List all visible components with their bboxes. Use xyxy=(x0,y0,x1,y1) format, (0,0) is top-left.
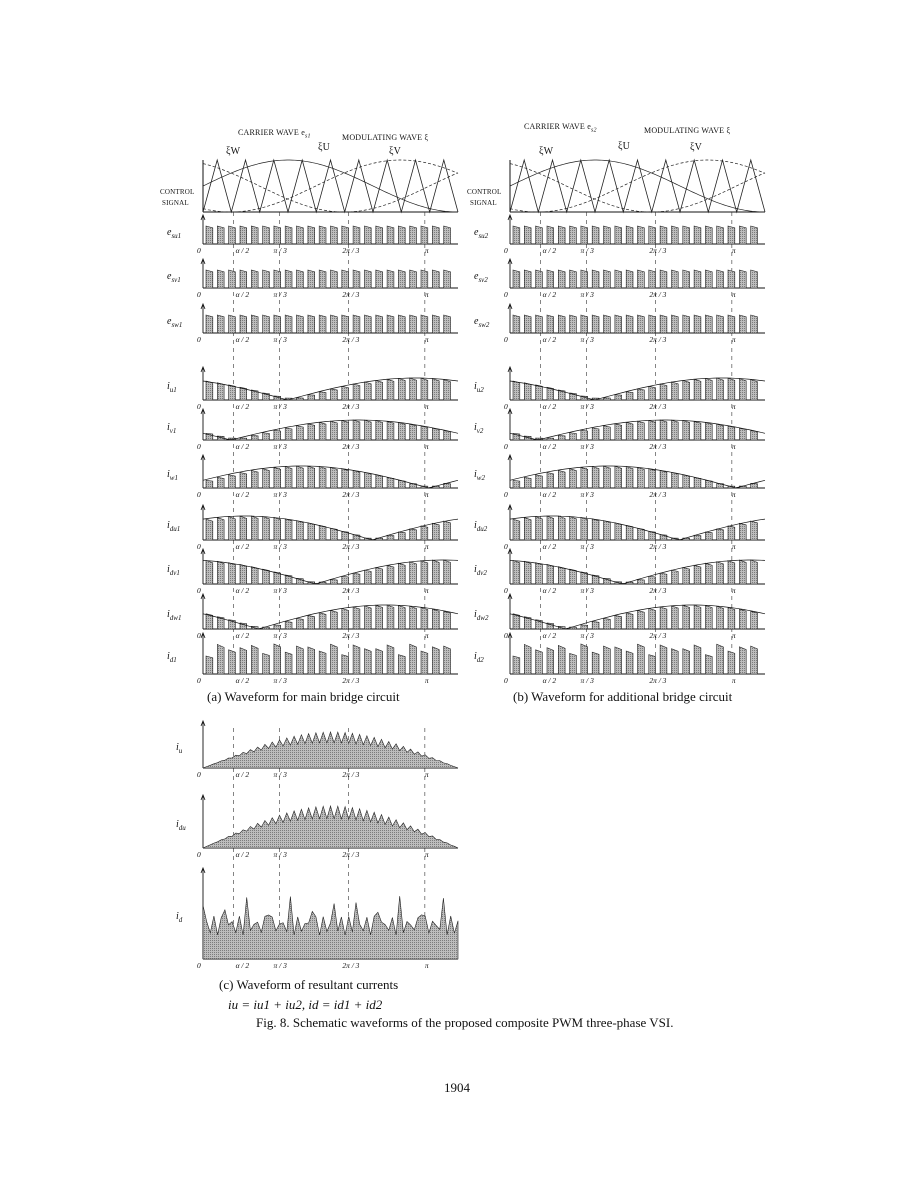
tick-zero-iw1: 0 xyxy=(197,490,201,499)
tick-zero-esu2: 0 xyxy=(504,246,508,255)
pulses-id2 xyxy=(513,644,758,674)
tick-a2-id2: α / 2 xyxy=(542,676,557,685)
tick-zero-idu2: 0 xyxy=(504,542,508,551)
row-label-id1: $i_{d1}$ xyxy=(167,651,177,664)
tick-tp3-idu2: 2π / 3 xyxy=(649,542,667,551)
tick-a2-idv2: α / 2 xyxy=(542,586,557,595)
pulses-esu2 xyxy=(513,226,758,244)
tick-pi-esu2: π xyxy=(731,246,736,255)
tick-tp3-id1: 2π / 3 xyxy=(342,676,360,685)
tick-tp3-idv2: 2π / 3 xyxy=(649,586,667,595)
panel-b-xi-w: ξW xyxy=(539,146,554,157)
tick-pi-idv2: π xyxy=(731,586,736,595)
tick-tp3-esv2: 2π / 3 xyxy=(649,290,667,299)
tick-pi-esw2: π xyxy=(731,335,736,344)
panel-a-xi-u: ξU xyxy=(318,142,331,153)
panel-b-carrier-label: CARRIER WAVE $e_{s2}$ xyxy=(524,122,597,134)
tick-p3-esw2: π / 3 xyxy=(580,335,594,344)
tick-tp3-esu2: 2π / 3 xyxy=(649,246,667,255)
panel-a-modulating-label: MODULATING WAVE ξ xyxy=(342,133,429,142)
modulating-wave-a-0 xyxy=(203,160,458,212)
tick-p3-id1: π / 3 xyxy=(273,676,287,685)
tick-zero-iu1: 0 xyxy=(197,402,201,411)
tick-pi-iw1: π xyxy=(424,490,429,499)
c-tick-tp3-iu: 2π / 3 xyxy=(342,770,360,779)
tick-zero-esw1: 0 xyxy=(197,335,201,344)
tick-tp3-iw2: 2π / 3 xyxy=(649,490,667,499)
tick-pi-id2: π xyxy=(731,676,736,685)
tick-p3-idw1: π / 3 xyxy=(273,631,287,640)
tick-tp3-idw1: 2π / 3 xyxy=(342,631,360,640)
row-label-iu1: $i_{u1}$ xyxy=(167,381,177,394)
tick-p3-iv1: π / 3 xyxy=(273,442,287,451)
panel-b-control-label: CONTROL xyxy=(467,188,502,196)
pulses-iu1 xyxy=(206,378,451,400)
tick-a2-idw2: α / 2 xyxy=(542,631,557,640)
c-tick-zero-id: 0 xyxy=(197,961,201,970)
tick-pi-iu2: π xyxy=(731,402,736,411)
modulating-wave-b-0 xyxy=(510,160,765,212)
row-label-idw2: $i_{dw2}$ xyxy=(474,609,489,622)
tick-pi-iu1: π xyxy=(424,402,429,411)
panel-a-xi-w: ξW xyxy=(226,146,241,157)
tick-zero-esu1: 0 xyxy=(197,246,201,255)
tick-a2-idu2: α / 2 xyxy=(542,542,557,551)
tick-pi-idu1: π xyxy=(424,542,429,551)
tick-p3-esu2: π / 3 xyxy=(580,246,594,255)
tick-zero-idw2: 0 xyxy=(504,631,508,640)
row-label-idv2: $i_{dv2}$ xyxy=(474,564,487,577)
tick-tp3-idw2: 2π / 3 xyxy=(649,631,667,640)
panel-c-caption: (c) Waveform of resultant currents xyxy=(219,977,399,992)
tick-zero-esv1: 0 xyxy=(197,290,201,299)
panel-a-signal-label: SIGNAL xyxy=(162,199,189,207)
pulses-idw1 xyxy=(206,605,451,629)
tick-pi-iv2: π xyxy=(731,442,736,451)
pulses-id1 xyxy=(206,644,451,674)
pulses-iu2 xyxy=(513,378,758,400)
c-row-label-iu: $i_u$ xyxy=(176,742,183,755)
tick-pi-idv1: π xyxy=(424,586,429,595)
tick-zero-esv2: 0 xyxy=(504,290,508,299)
tick-zero-iu2: 0 xyxy=(504,402,508,411)
c-row-label-idu: $i_{du}$ xyxy=(176,819,186,832)
tick-tp3-iu2: 2π / 3 xyxy=(649,402,667,411)
panel-b-xi-u: ξU xyxy=(618,141,631,152)
c-tick-a2-id: α / 2 xyxy=(235,961,250,970)
row-label-idu1: $i_{du1}$ xyxy=(167,520,181,533)
c-tick-tp3-idu: 2π / 3 xyxy=(342,850,360,859)
pulses-esv1 xyxy=(206,270,451,288)
tick-a2-esv2: α / 2 xyxy=(542,290,557,299)
tick-a2-iw1: α / 2 xyxy=(235,490,250,499)
tick-pi-esv2: π xyxy=(731,290,736,299)
pulses-iw2 xyxy=(513,466,758,488)
panel-a-control-label: CONTROL xyxy=(160,188,195,196)
tick-a2-esu2: α / 2 xyxy=(542,246,557,255)
panel-b-signal-label: SIGNAL xyxy=(470,199,497,207)
tick-p3-idv2: π / 3 xyxy=(580,586,594,595)
c-tick-pi-iu: π xyxy=(424,770,429,779)
tick-a2-iv1: α / 2 xyxy=(235,442,250,451)
panel-a-caption: (a) Waveform for main bridge circuit xyxy=(207,689,400,704)
tick-a2-iv2: α / 2 xyxy=(542,442,557,451)
c-row-label-id: $i_d$ xyxy=(176,911,183,924)
tick-a2-idu1: α / 2 xyxy=(235,542,250,551)
tick-pi-esu1: π xyxy=(424,246,429,255)
row-label-idu2: $i_{du2}$ xyxy=(474,520,488,533)
tick-zero-iw2: 0 xyxy=(504,490,508,499)
tick-zero-id2: 0 xyxy=(504,676,508,685)
tick-p3-idu1: π / 3 xyxy=(273,542,287,551)
panel-b-caption: (b) Waveform for additional bridge circuit xyxy=(513,689,733,704)
row-label-esv1: $e_{sv1}$ xyxy=(167,271,181,284)
c-tick-pi-idu: π xyxy=(424,850,429,859)
tick-a2-iu2: α / 2 xyxy=(542,402,557,411)
row-label-esu1: $e_{su1}$ xyxy=(167,227,182,240)
tick-zero-idw1: 0 xyxy=(197,631,201,640)
tick-p3-idv1: π / 3 xyxy=(273,586,287,595)
row-label-iw1: $i_{w1}$ xyxy=(167,469,178,482)
c-tick-zero-iu: 0 xyxy=(197,770,201,779)
tick-tp3-iv1: 2π / 3 xyxy=(342,442,360,451)
panel-a-carrier-label: CARRIER WAVE $e_{s1}$ xyxy=(238,128,311,140)
row-label-esv2: $e_{sv2}$ xyxy=(474,271,488,284)
tick-tp3-iu1: 2π / 3 xyxy=(342,402,360,411)
tick-a2-iw2: α / 2 xyxy=(542,490,557,499)
tick-p3-esw1: π / 3 xyxy=(273,335,287,344)
row-label-iv1: $i_{v1}$ xyxy=(167,422,177,435)
c-tick-p3-id: π / 3 xyxy=(273,961,287,970)
figure-caption: Fig. 8. Schematic waveforms of the proposed composite PWM three-phase VSI. xyxy=(256,1015,674,1030)
tick-zero-id1: 0 xyxy=(197,676,201,685)
c-waveform-id xyxy=(203,896,458,959)
tick-p3-iu1: π / 3 xyxy=(273,402,287,411)
tick-zero-idv1: 0 xyxy=(197,586,201,595)
tick-a2-idv1: α / 2 xyxy=(235,586,250,595)
tick-pi-id1: π xyxy=(424,676,429,685)
tick-p3-iv2: π / 3 xyxy=(580,442,594,451)
c-tick-p3-idu: π / 3 xyxy=(273,850,287,859)
tick-zero-idu1: 0 xyxy=(197,542,201,551)
modulating-wave-a-1 xyxy=(203,164,458,212)
tick-pi-iv1: π xyxy=(424,442,429,451)
row-label-esw2: $e_{sw2}$ xyxy=(474,316,490,329)
pulses-esu1 xyxy=(206,226,451,244)
tick-p3-esv2: π / 3 xyxy=(580,290,594,299)
tick-p3-id2: π / 3 xyxy=(580,676,594,685)
tick-zero-iv1: 0 xyxy=(197,442,201,451)
pulses-iw1 xyxy=(206,466,451,488)
c-tick-pi-id: π xyxy=(424,961,429,970)
tick-pi-idw1: π xyxy=(424,631,429,640)
row-label-iu2: $i_{u2}$ xyxy=(474,381,484,394)
tick-a2-id1: α / 2 xyxy=(235,676,250,685)
tick-zero-iv2: 0 xyxy=(504,442,508,451)
modulating-wave-b-1 xyxy=(510,164,765,212)
tick-tp3-idu1: 2π / 3 xyxy=(342,542,360,551)
row-label-idv1: $i_{dv1}$ xyxy=(167,564,180,577)
tick-p3-iw1: π / 3 xyxy=(273,490,287,499)
c-tick-p3-iu: π / 3 xyxy=(273,770,287,779)
tick-tp3-iv2: 2π / 3 xyxy=(649,442,667,451)
tick-tp3-esu1: 2π / 3 xyxy=(342,246,360,255)
tick-p3-esu1: π / 3 xyxy=(273,246,287,255)
tick-a2-esv1: α / 2 xyxy=(235,290,250,299)
c-waveform-iu xyxy=(203,732,458,768)
pulses-idw2 xyxy=(513,605,758,629)
tick-pi-idw2: π xyxy=(731,631,736,640)
c-tick-a2-iu: α / 2 xyxy=(235,770,250,779)
tick-a2-esw2: α / 2 xyxy=(542,335,557,344)
tick-pi-esv1: π xyxy=(424,290,429,299)
row-label-esw1: $e_{sw1}$ xyxy=(167,316,183,329)
c-waveform-idu xyxy=(203,806,458,848)
tick-a2-esw1: α / 2 xyxy=(235,335,250,344)
resultant-equation: iu = iu1 + iu2, id = id1 + id2 xyxy=(228,997,383,1012)
row-label-idw1: $i_{dw1}$ xyxy=(167,609,182,622)
row-label-iw2: $i_{w2}$ xyxy=(474,469,485,482)
tick-tp3-id2: 2π / 3 xyxy=(649,676,667,685)
row-label-id2: $i_{d2}$ xyxy=(474,651,484,664)
tick-tp3-esw2: 2π / 3 xyxy=(649,335,667,344)
panel-b-modulating-label: MODULATING WAVE ξ xyxy=(644,126,731,135)
tick-p3-iw2: π / 3 xyxy=(580,490,594,499)
tick-a2-idw1: α / 2 xyxy=(235,631,250,640)
tick-a2-esu1: α / 2 xyxy=(235,246,250,255)
tick-tp3-idv1: 2π / 3 xyxy=(342,586,360,595)
tick-a2-iu1: α / 2 xyxy=(235,402,250,411)
tick-tp3-esv1: 2π / 3 xyxy=(342,290,360,299)
tick-pi-iw2: π xyxy=(731,490,736,499)
tick-p3-idw2: π / 3 xyxy=(580,631,594,640)
c-tick-zero-idu: 0 xyxy=(197,850,201,859)
tick-pi-esw1: π xyxy=(424,335,429,344)
panel-b-xi-v: ξV xyxy=(690,142,703,153)
tick-zero-idv2: 0 xyxy=(504,586,508,595)
tick-p3-iu2: π / 3 xyxy=(580,402,594,411)
panel-a-xi-v: ξV xyxy=(389,146,402,157)
tick-tp3-iw1: 2π / 3 xyxy=(342,490,360,499)
pulses-esw1 xyxy=(206,315,451,333)
pulses-esv2 xyxy=(513,270,758,288)
page-number: 1904 xyxy=(444,1080,470,1095)
c-tick-a2-idu: α / 2 xyxy=(235,850,250,859)
row-label-iv2: $i_{v2}$ xyxy=(474,422,484,435)
c-tick-tp3-id: 2π / 3 xyxy=(342,961,360,970)
pulses-esw2 xyxy=(513,315,758,333)
tick-zero-esw2: 0 xyxy=(504,335,508,344)
tick-p3-esv1: π / 3 xyxy=(273,290,287,299)
tick-pi-idu2: π xyxy=(731,542,736,551)
row-label-esu2: $e_{su2}$ xyxy=(474,227,489,240)
tick-p3-idu2: π / 3 xyxy=(580,542,594,551)
tick-tp3-esw1: 2π / 3 xyxy=(342,335,360,344)
